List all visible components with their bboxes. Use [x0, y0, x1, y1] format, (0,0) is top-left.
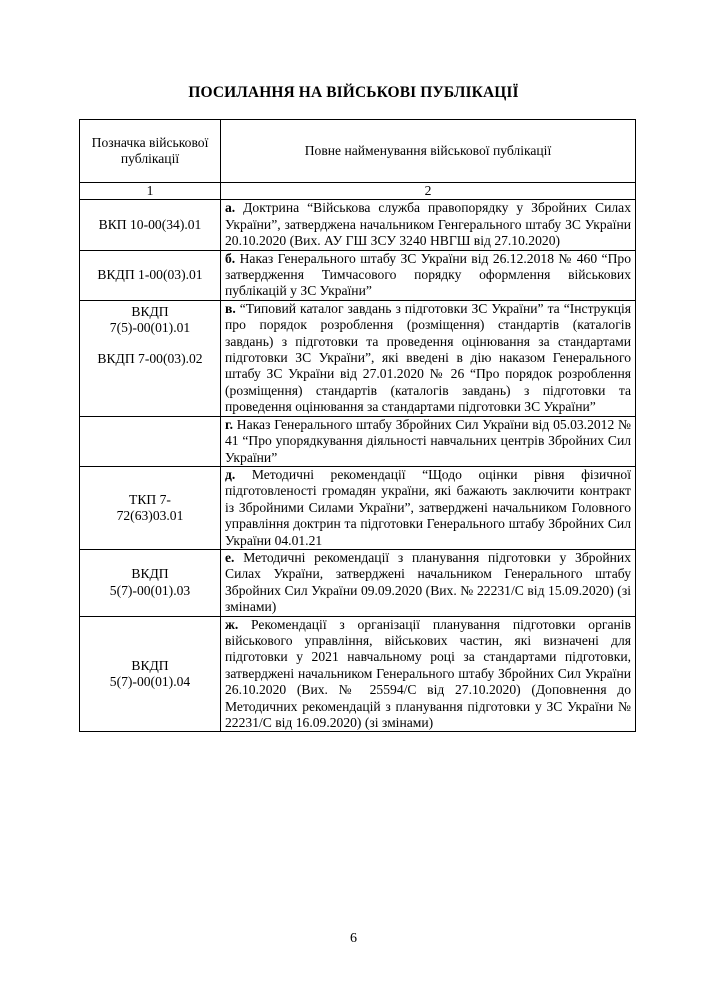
- header-code: Позначка військової публікації: [80, 120, 221, 183]
- item-label: г.: [225, 416, 234, 432]
- item-label: е.: [225, 549, 235, 565]
- publication-code: [80, 416, 221, 466]
- item-label: ж.: [225, 616, 239, 632]
- table-row: [80, 250, 636, 300]
- item-text: Доктрина “Військова служба правопорядку у Збройних Силах України”, затверджена начальником Генгерального штабу ЗС України 20.10.2020 (Вих. АУ ГШ ЗСУ 3240 НВГШ від 27.10.2020): [225, 200, 631, 249]
- table-row: [80, 616, 636, 732]
- publication-code: [80, 466, 221, 549]
- publication-code: [80, 250, 221, 300]
- item-text: Методичні рекомендації з планування підготовки у Збройних Силах України, затверджені начальником Генерального штабу Збройних Сил України 09.09.2020 (Вих. № 22231/С від 15.09.2020) (зі змінами): [225, 549, 631, 615]
- table-row: [80, 466, 636, 549]
- item-label: в.: [225, 300, 236, 316]
- code-line: ВКП 10-00(34).01: [98, 216, 202, 232]
- publication-name: [221, 466, 636, 549]
- code-line: ВКДП 5(7)-00(01).03: [109, 566, 191, 598]
- column-number-row: [80, 183, 636, 200]
- publication-name: [221, 616, 636, 732]
- code-line: ТКП 7-72(63)03.01: [116, 491, 184, 523]
- table-row: [80, 549, 636, 616]
- page-number: 6: [350, 931, 357, 946]
- item-label: д.: [225, 466, 236, 482]
- item-text: Рекомендації з організації планування підготовки органів військового управління, військових частин, які визначені для підготовки у 2021 навчальному році за стандартами підготовки, затверджені начальником Генерального штабу Збройних Сил України 26.10.2020 (Вих. № 25594/С від 27.10.2020) (Доповнення до Методичних рекомендацій з планування підготовки у ЗС України № 22231/С від 16.09.2020) (зі змінами): [225, 616, 631, 730]
- column-number-2: 2: [221, 183, 636, 200]
- header-name: Повне найменування військової публікації: [221, 120, 636, 183]
- publication-name: [221, 300, 636, 416]
- page-title: ПОСИЛАННЯ НА ВІЙСЬКОВІ ПУБЛІКАЦІЇ: [188, 84, 519, 101]
- item-text: Наказ Генерального штабу ЗС України від 26.12.2018 № 460 “Про затвердження Тимчасового порядку оформлення військових публікацій у ЗС України”: [225, 250, 631, 299]
- table-row: [80, 200, 636, 250]
- code-line: ВКДП 5(7)-00(01).04: [109, 657, 191, 689]
- publication-code: [80, 549, 221, 616]
- publication-name: [221, 200, 636, 250]
- table-row: [80, 416, 636, 466]
- code-line: ВКДП 1-00(03).01: [97, 267, 203, 283]
- publication-code: [80, 200, 221, 250]
- code-line: ВКДП 7(5)-00(01).01: [109, 303, 191, 336]
- publication-name: [221, 549, 636, 616]
- code-line-2: ВКДП 7-00(03).02: [97, 350, 203, 366]
- publications-table: [79, 119, 636, 732]
- item-text: “Типовий каталог завдань з підготовки ЗС України” та “Інструкція про порядок розроблення (розміщення) стандартів (каталогів завдань) з підготовки та проведення оцінювання за стандартами підготовки ЗС України”, які введені в дію наказом Генерального штабу ЗС України від 27.01.2020 № 26 “Про порядок розроблення (розміщення) стандартів (каталогів завдань) з підготовки та проведення оцінювання за стандартами підготовки ЗС України”: [225, 300, 631, 415]
- item-label: а.: [225, 200, 236, 216]
- table-row: [80, 300, 636, 416]
- item-text: Наказ Генерального штабу Збройних Сил України від 05.03.2012 № 41 “Про упорядкування діяльності навчальних центрів Збройних Сил України”: [225, 416, 631, 465]
- publication-name: [221, 250, 636, 300]
- column-number-1: 1: [80, 183, 221, 200]
- item-label: б.: [225, 250, 236, 266]
- item-text: Методичні рекомендації “Щодо оцінки рівня фізичної підготовленості громадян україни, які бажають заключити контракт із Збройними Силами України”, затверджені начальником Головного управління доктрин та підготовки Генерального штабу Збройних Сил України 04.01.21: [225, 466, 631, 548]
- publication-name: [221, 416, 636, 466]
- publication-code: [80, 300, 221, 416]
- table-header-row: [80, 120, 636, 183]
- publication-code: [80, 616, 221, 732]
